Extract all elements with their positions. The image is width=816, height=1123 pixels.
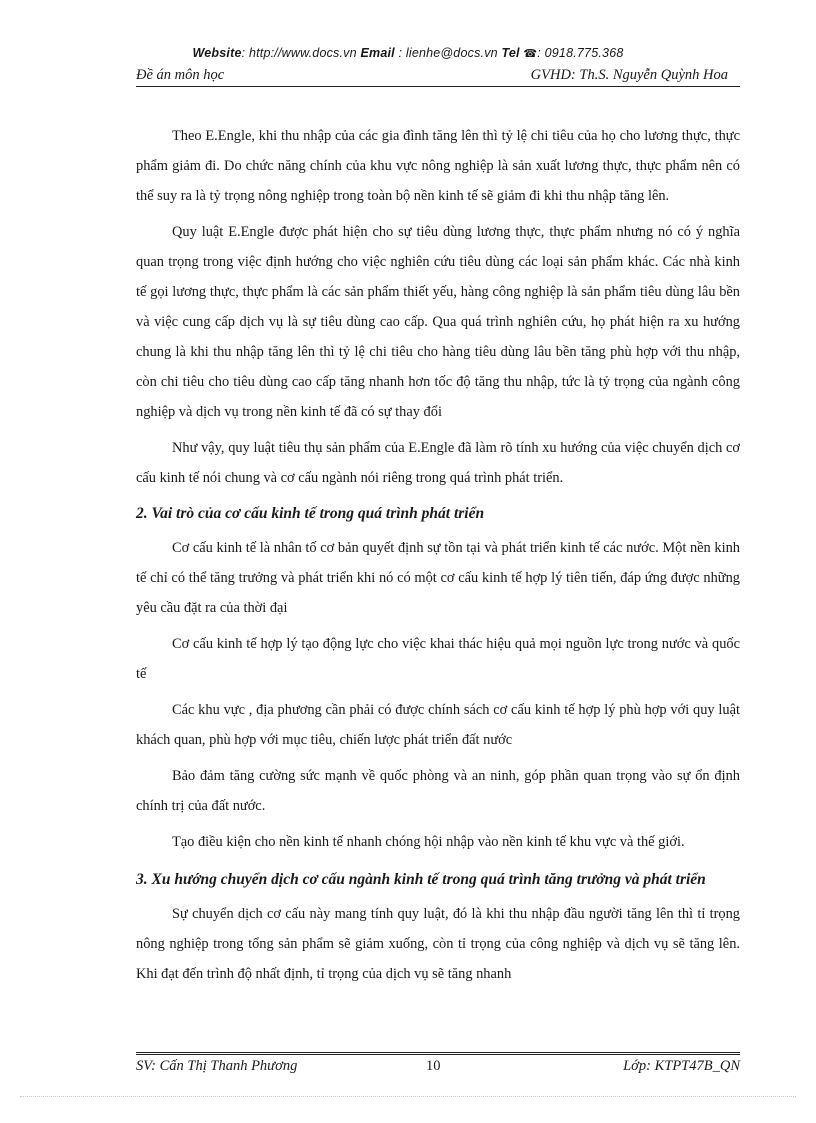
paragraph-engle-income: Theo E.Engle, khi thu nhập của các gia đình tăng lên thì tỷ lệ chi tiêu của họ cho lương thực, thực phẩm giảm đi. Do chức năng chính của khu vực nông nghiệp là sản xuất lương thực, thực phẩm nên có thể suy ra là tỷ trọng nông nghiệp trong toàn bộ nền kinh tế sẽ giảm đi khi thu nhập tăng lên. — [136, 128, 740, 204]
running-header — [136, 66, 740, 87]
tel-label: Tel — [501, 46, 520, 60]
page-number: 10 — [426, 1058, 441, 1074]
website-label: Website — [192, 46, 242, 60]
email-label: Email — [360, 46, 395, 60]
doc-type: Đề án môn học — [136, 67, 225, 83]
section-heading-2: 2. Vai trò của cơ cấu kinh tế trong quá trình phát triển — [136, 505, 485, 522]
paragraph-role-4: Bảo đảm tăng cường sức mạnh về quốc phòng và an ninh, góp phần quan trọng vào sự ổn định chính trị của đất nước. — [136, 768, 740, 814]
student-name: SV: Cấn Thị Thanh Phương — [136, 1058, 298, 1074]
email-value: : lienhe@docs.vn — [398, 46, 498, 60]
running-footer — [136, 1058, 740, 1078]
section-heading-3: 3. Xu hướng chuyển dịch cơ cấu ngành kinh tế trong quá trình tăng trưởng và phát triển — [136, 871, 706, 888]
paragraph-role-2: Cơ cấu kinh tế hợp lý tạo động lực cho việc khai thác hiệu quả mọi nguồn lực trong nước và quốc tế — [136, 636, 740, 682]
page-edge-divider — [20, 1096, 796, 1097]
paragraph-role-1: Cơ cấu kinh tế là nhân tố cơ bản quyết định sự tồn tại và phát triển kinh tế các nước. Một nền kinh tế chỉ có thể tăng trưởng và phát triển khi nó có một cơ cấu kinh tế hợp lý tiên tiến, đáp ứng được những yêu cầu đặt ra của thời đại — [136, 540, 740, 616]
website-contact-line — [0, 46, 816, 60]
paragraph-role-3: Các khu vực , địa phương cần phải có được chính sách cơ cấu kinh tế hợp lý phù hợp với quy luật khách quan, phù hợp với mục tiêu, chiến lược phát triển đất nước — [136, 702, 740, 748]
paragraph-role-5: Tạo điều kiện cho nền kinh tế nhanh chóng hội nhập vào nền kinh tế khu vực và thế giới. — [172, 834, 685, 850]
phone-icon: ☎ — [523, 48, 538, 60]
footer-divider — [136, 1052, 740, 1055]
website-value: : http://www.docs.vn — [241, 46, 357, 60]
class-label: Lớp: KTPT47B_QN — [623, 1058, 740, 1074]
paragraph-trend: Sự chuyển dịch cơ cấu này mang tính quy luật, đó là khi thu nhập đầu người tăng lên thì tỉ trọng nông nghiệp trong tổng sản phẩm sẽ giảm xuống, còn tỉ trọng của công nghiệp và dịch vụ sẽ tăng lên. Khi đạt đến trình độ nhất định, tỉ trọng của dịch vụ sẽ tăng nhanh — [136, 906, 740, 982]
tel-value: : 0918.775.368 — [537, 46, 624, 60]
paragraph-engle-summary: Như vậy, quy luật tiêu thụ sản phẩm của E.Engle đã làm rõ tính xu hướng của việc chuyển dịch cơ cấu kinh tế nói chung và cơ cấu ngành nói riêng trong quá trình phát triển. — [136, 440, 740, 486]
advisor-name: GVHD: Th.S. Nguyễn Quỳnh Hoa — [530, 67, 728, 83]
paragraph-engle-law: Quy luật E.Engle được phát hiện cho sự tiêu dùng lương thực, thực phẩm nhưng nó có ý nghĩa quan trọng trong việc định hướng cho việc nghiên cứu tiêu dùng các loại sản phẩm khác. Các nhà kinh tế gọi lương thực, thực phẩm là các sản phẩm thiết yếu, hàng công nghiệp là sản phẩm tiêu dùng lâu bền và việc cung cấp dịch vụ là sự tiêu dùng cao cấp. Qua quá trình nghiên cứu, họ phát hiện ra xu hướng chung là khi thu nhập tăng lên thì tỷ lệ chi tiêu cho hàng tiêu dùng lâu bền tăng phù hợp với thu nhập, còn chi tiêu cho tiêu dùng cao cấp tăng nhanh hơn tốc độ tăng thu nhập, tức là tỷ trọng của ngành công nghiệp và dịch vụ trong nền kinh tế đã có sự thay đổi — [136, 224, 740, 420]
main-content — [136, 121, 740, 993]
